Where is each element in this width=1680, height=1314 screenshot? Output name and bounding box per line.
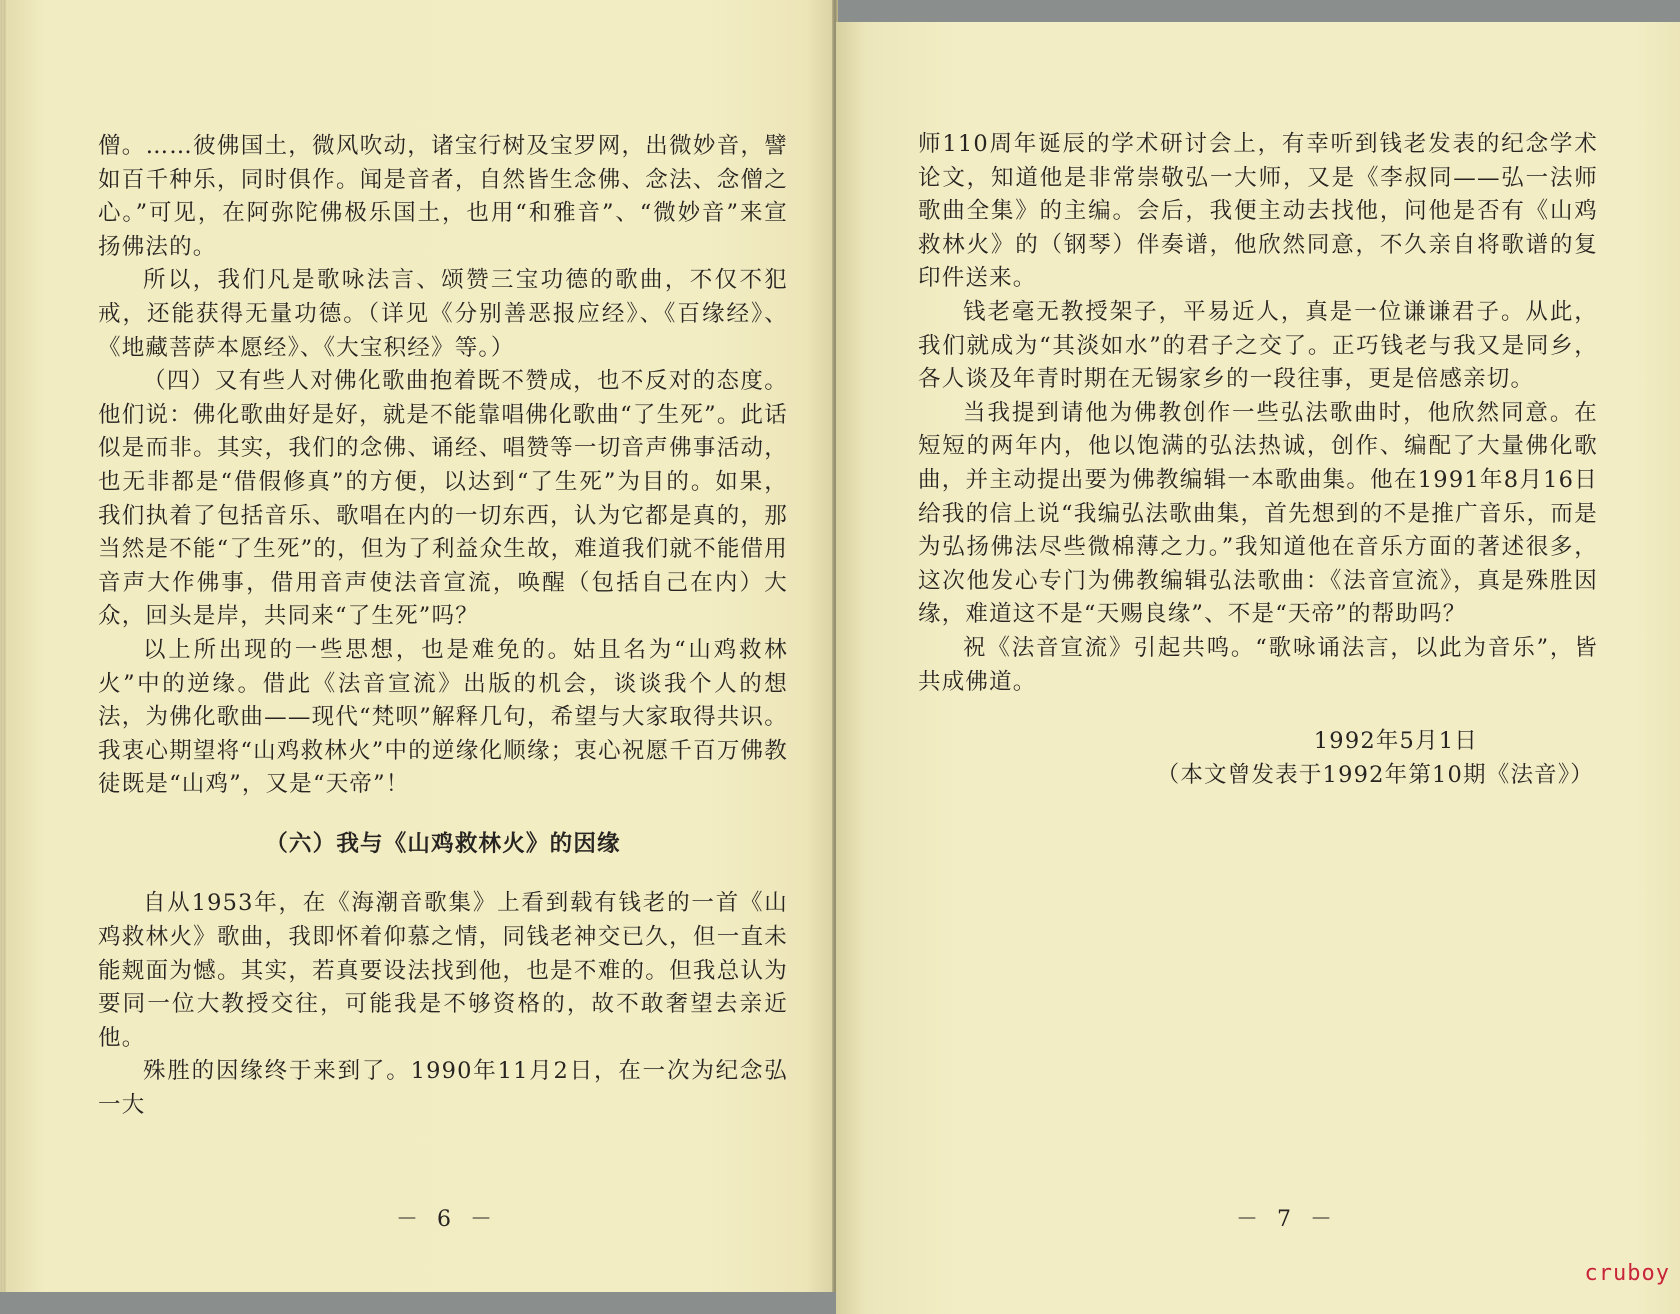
right-paragraph-2: 钱老毫无教授架子，平易近人，真是一位谦谦君子。从此，我们就成为“其淡如水”的君子之交了。正巧钱老与我又是同乡，各人谈及年青时期在无锡家乡的一段往事，更是倍感亲切。 [918, 298, 1598, 393]
right-page [836, 22, 1680, 1314]
left-paragraph-5: 自从1953年，在《海潮音歌集》上看到载有钱老的一首《山鸡救林火》歌曲，我即怀着仰慕之情，同钱老神交已久，但一直未能觌面为憾。其实，若真要设法找到他，也是不难的。但我总认为要同一位大教授交往，可能我是不够资格的，故不敢奢望去亲近他。 [98, 890, 788, 1051]
right-paragraph-3: 当我提到请他为佛教创作一些弘法歌曲时，他欣然同意。在短短的两年内，他以饱满的弘法热诚，创作、编配了大量佛化歌曲，并主动提出要为佛教编辑一本歌曲集。他在1991年8月16日给我的信上说“我编弘法歌曲集，首先想到的不是推广音乐，而是为弘扬佛法尽些微棉薄之力。”我知道他在音乐方面的著述很多，这次他发心专门为佛教编辑弘法歌曲：《法音宣流》，真是殊胜因缘，难道这不是“天赐良缘”、不是“天帝”的帮助吗？ [918, 399, 1598, 628]
left-paragraph-2: 所以，我们凡是歌咏法言、颂赞三宝功德的歌曲，不仅不犯戒，还能获得无量功德。（详见《分别善恶报应经》、《百缘经》、《地藏菩萨本愿经》、《大宝积经》等。） [98, 267, 788, 361]
source-note: （本文曾发表于1992年第10期《法音》） [1156, 761, 1594, 788]
left-paragraph-1: 僧。……彼佛国土，微风吹动，诸宝行树及宝罗网，出微妙音，譬如百千种乐，同时俱作。闻是音者，自然皆生念佛、念法、念僧之心。”可见，在阿弥陀佛极乐国土，也用“和雅音”、“微妙音”来宣扬佛法的。 [98, 133, 788, 260]
section-heading: （六）我与《山鸡救林火》的因缘 [265, 830, 621, 857]
article-date: 1992年5月1日 [1313, 728, 1478, 755]
watermark-signature: cruboy [1584, 1261, 1670, 1286]
left-page-text [98, 130, 788, 1123]
right-paragraph-1: 师110周年诞辰的学术研讨会上，有幸听到钱老发表的纪念学术论文，知道他是非常崇敬弘一大师，又是《李叔同——弘一法师歌曲全集》的主编。会后，我便主动去找他，问他是否有《山鸡救林火》的（钢琴）伴奏谱，他欣然同意，不久亲自将歌谱的复印件送来。 [918, 131, 1598, 292]
left-paragraph-6: 殊胜的因缘终于来到了。1990年11月2日，在一次为纪念弘一大 [98, 1058, 788, 1119]
right-page-text [918, 128, 1598, 792]
page-number-left: － 6 － [396, 1207, 498, 1232]
right-paragraph-4: 祝《法音宣流》引起共鸣。“歌咏诵法言，以此为音乐”，皆共成佛道。 [918, 634, 1598, 695]
left-paragraph-3: （四）又有些人对佛化歌曲抱着既不赞成，也不反对的态度。他们说：佛化歌曲好是好，就是不能靠唱佛化歌曲“了生死”。此话似是而非。其实，我们的念佛、诵经、唱赞等一切音声佛事活动，也无非都是“借假修真”的方便，以达到“了生死”为目的。如果，我们执着了包括音乐、歌唱在内的一切东西，认为它都是真的，那当然是不能“了生死”的，但为了利益众生故，难道我们就不能借用音声大作佛事，借用音声使法音宣流，唤醒（包括自己在内）大众，回头是岸，共同来“了生死”吗？ [98, 368, 788, 630]
left-paragraph-4: 以上所出现的一些思想，也是难免的。姑且名为“山鸡救林火”中的逆缘。借此《法音宣流》出版的机会，谈谈我个人的想法，为佛化歌曲——现代“梵呗”解释几句，希望与大家取得共识。我衷心期望将“山鸡救林火”中的逆缘化顺缘；衷心祝愿千百万佛教徒既是“山鸡”，又是“天帝”！ [98, 636, 788, 798]
left-page [6, 0, 834, 1292]
page-number-right: － 7 － [1236, 1207, 1338, 1232]
